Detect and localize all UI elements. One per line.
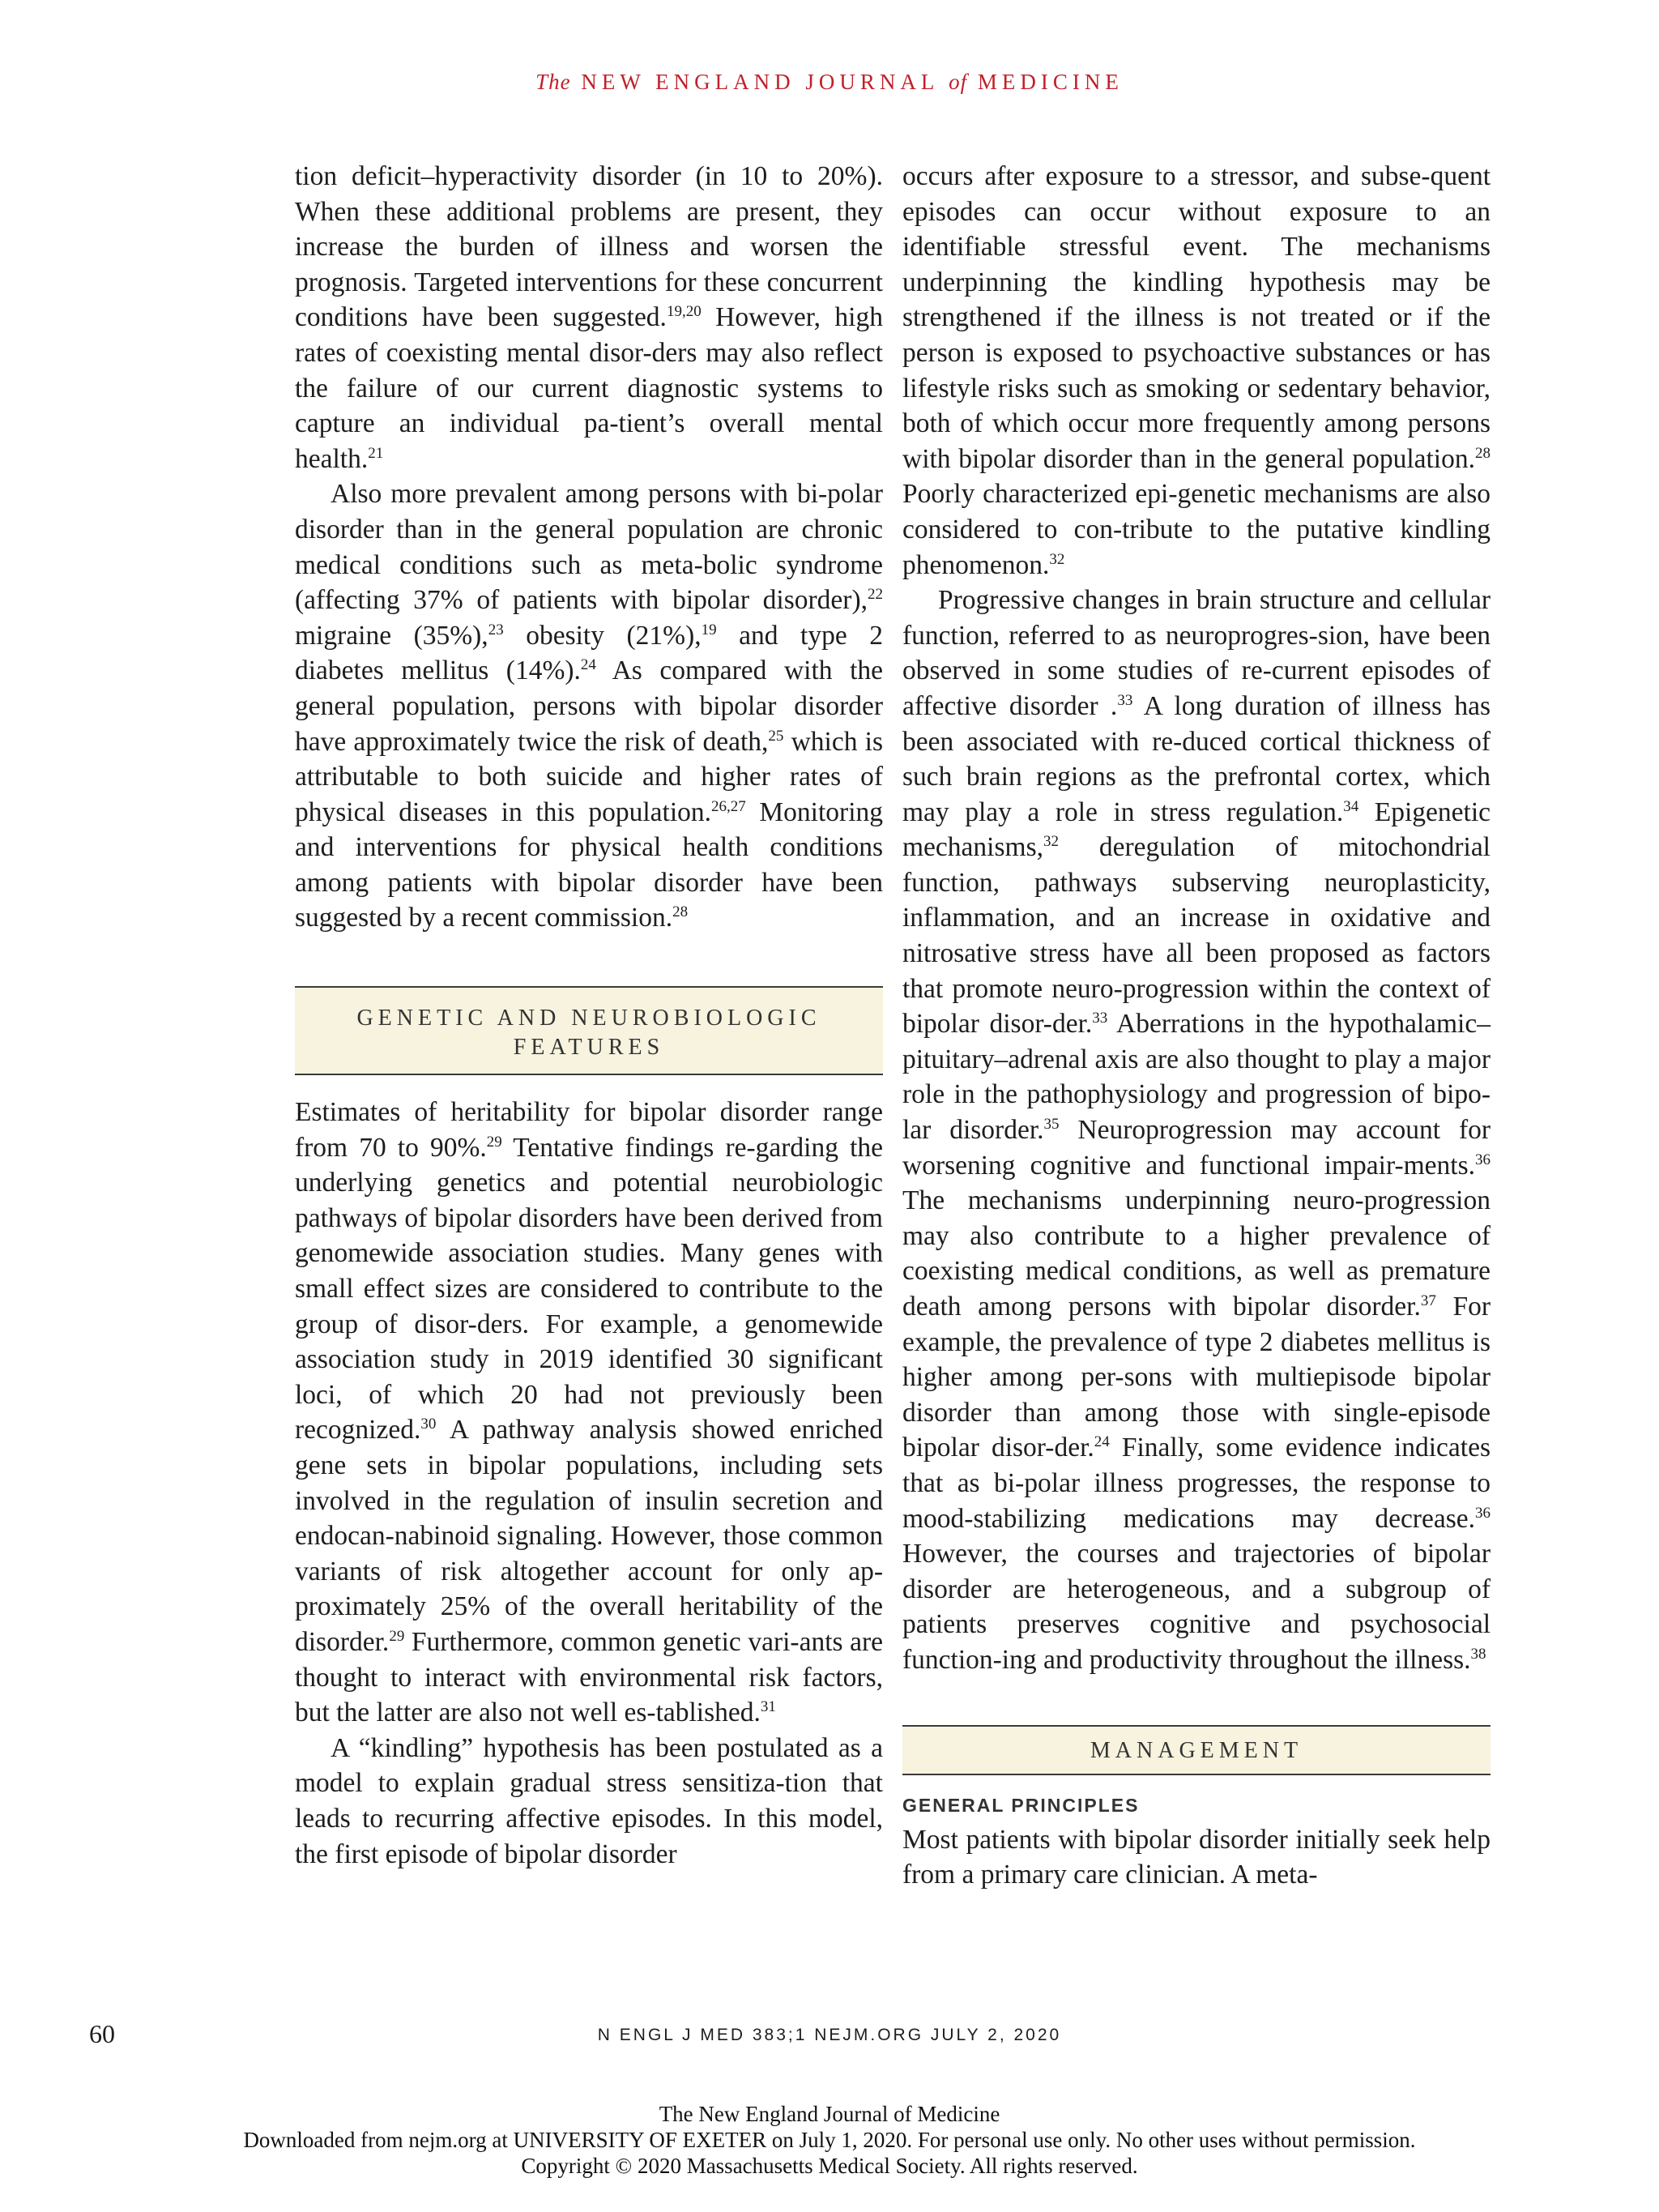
reference[interactable]: 31	[760, 1698, 776, 1715]
reference[interactable]: 28	[672, 903, 689, 921]
right-column	[902, 159, 1491, 1893]
header-title-end: MEDICINE	[977, 70, 1124, 94]
reference[interactable]: 37	[1420, 1292, 1436, 1309]
paragraph: Most patients with bipolar disorder initially seek help from a primary care clinician. A meta-	[902, 1824, 1491, 1890]
reference[interactable]: 24	[1094, 1433, 1110, 1451]
paragraph: occurs after exposure to a stressor, and subse-quent episodes can occur without exposure to an identifiable stressful event. The mechanisms underpinning the kindling hypothesis may be strengthened if the illness is not treated or if the person is exposed to psychoactive substances or has lifestyle risks such as smoking or sedentary behavior, both of which occur more frequently among persons with bipolar disorder than in the general population.$^{28}$ Poorly characterized epi-genetic mechanisms are also considered to con-tribute to the putative kindling phenomenon.$^{32}$	[902, 161, 1491, 580]
download-notice: Downloaded from nejm.org at UNIVERSITY OF EXETER on July 1, 2020. For personal use only. No other uses without permission.	[243, 2128, 1416, 2152]
reference[interactable]: 19	[701, 621, 717, 638]
reference[interactable]: 19,20	[666, 303, 702, 321]
reference[interactable]: 21	[368, 444, 384, 462]
reference[interactable]: 26,27	[711, 797, 746, 815]
reference[interactable]: 36	[1475, 1504, 1491, 1522]
left-column	[295, 159, 883, 1872]
header-of: of	[949, 70, 968, 94]
journal-citation: N ENGL J MED 383;1 NEJM.ORG JULY 2, 2020	[597, 2026, 1062, 2044]
paragraph: A “kindling” hypothesis has been postulated as a model to explain gradual stress sensitiza-tion that leads to recurring affective episodes. In this model, the first episode of bipolar disorder	[295, 1732, 883, 1869]
reference[interactable]: 29	[389, 1627, 405, 1645]
reference[interactable]: 36	[1475, 1151, 1491, 1168]
paragraph: Also more prevalent among persons with bi-polar disorder than in the general population are chronic medical conditions such as meta-bolic syndrome (affecting 37% of patients with bipolar disorder),$^{22}$ migraine (35%),$^{23}$ obesity (21%),$^{19}$ and type 2 diabetes mellitus (14%).$^{24}$ As compared with the general population, persons with bipolar disorder have approximately twice the risk of death,$^{25}$ which is attributable to both suicide and higher rates of physical diseases in this population.$^{26,27}$ Monitoring and interventions for physical health conditions among patients with bipolar disorder have been suggested by a recent commission.$^{28}$	[295, 479, 884, 933]
reference[interactable]: 38	[1470, 1645, 1486, 1663]
reference[interactable]: 24	[580, 656, 596, 674]
download-notice-title: The New England Journal of Medicine	[659, 2102, 1000, 2126]
page-number: 60	[89, 2019, 115, 2048]
reference[interactable]: 30	[420, 1416, 437, 1433]
section-heading-genetic: GENETIC AND NEUROBIOLOGIC FEATURES	[295, 986, 883, 1075]
copyright-notice: Copyright © 2020 Massachusetts Medical Society. All rights reserved.	[521, 2154, 1138, 2178]
reference[interactable]: 33	[1117, 691, 1133, 709]
header-the: The	[535, 70, 571, 94]
reference[interactable]: 34	[1343, 797, 1359, 815]
reference[interactable]: 25	[768, 727, 784, 745]
paragraph: Progressive changes in brain structure and cellular function, referred to as neuroprogres-sion, have been observed in some studies of re-current episodes of affective disorder .$^{33}$ A long duration of illness has been associated with re-duced cortical thickness of such brain regions as the prefrontal cortex, which may play a role in stress regulation.$^{34}$ Epigenetic mechanisms,$^{32}$ deregulation of mitochondrial function, pathways subserving neuroplasticity, inflammation, and an increase in oxidative and nitrosative stress have all been proposed as factors that promote neuro-progression within the context of bipolar disor-der.$^{33}$ Aberrations in the hypothalamic–pituitary–adrenal axis are also thought to play a major role in the pathophysiology and progression of bipo-lar disorder.$^{35}$ Neuroprogression may account for worsening cognitive and functional impair-ments.$^{36}$ The mechanisms underpinning neuro-progression may also contribute to a higher prevalence of coexisting medical conditions, as well as premature death among persons with bipolar disorder.$^{37}$ For example, the prevalence of type 2 diabetes mellitus is higher among per-sons with multiepisode bipolar disorder than among those with single-episode bipolar disor-der.$^{24}$ Finally, some evidence indicates that as bi-polar illness progresses, the response to mood-stabilizing medications may decrease.$^{36}$ However, the courses and trajectories of bipolar disorder are heterogeneous, and a subgroup of patients preserves cognitive and psychosocial function-ing and productivity throughout the illness.$^{38}$	[902, 585, 1491, 1675]
journal-header	[0, 70, 1659, 95]
reference[interactable]: 23	[488, 621, 504, 638]
reference[interactable]: 35	[1043, 1115, 1060, 1133]
reference[interactable]: 32	[1043, 833, 1059, 851]
paragraph: tion deficit–hyperactivity disorder (in 10 to 20%). When these additional problems are present, they increase the burden of illness and worsen the prognosis. Targeted interventions for these concurrent conditions have been suggested.$^{19,20}$ However, high rates of coexisting mental disor-ders may also reflect the failure of our current diagnostic systems to capture an individual pa-tient’s overall mental health.$^{21}$	[295, 161, 883, 474]
reference[interactable]: 29	[486, 1133, 502, 1151]
paragraph: Estimates of heritability for bipolar disorder range from 70 to 90%.$^{29}$ Tentative findings re-garding the underlying genetics and potential neurobiologic pathways of bipolar disorders have been derived from genomewide association studies. Many genes with small effect sizes are considered to contribute to the group of disor-ders. For example, a genomewide association study in 2019 identified 30 significant loci, of which 20 had not previously been recognized.$^{30}$ A pathway analysis showed enriched gene sets in bipolar populations, including sets involved in the regulation of insulin secretion and endocan-nabinoid signaling. However, those common variants of risk altogether account for only ap-proximately 25% of the overall heritability of the disorder.$^{29}$ Furthermore, common genetic vari-ants are thought to interact with environmental risk factors, but the latter are also not well es-tablished.$^{31}$	[295, 1097, 883, 1728]
subheading-general-principles: GENERAL PRINCIPLES	[902, 1794, 1140, 1816]
header-title-mid: NEW ENGLAND JOURNAL	[581, 70, 939, 94]
reference[interactable]: 32	[1049, 550, 1065, 568]
reference[interactable]: 28	[1475, 444, 1491, 462]
section-heading-management: MANAGEMENT	[902, 1725, 1491, 1775]
reference[interactable]: 33	[1092, 1010, 1108, 1027]
reference[interactable]: 22	[868, 585, 883, 603]
